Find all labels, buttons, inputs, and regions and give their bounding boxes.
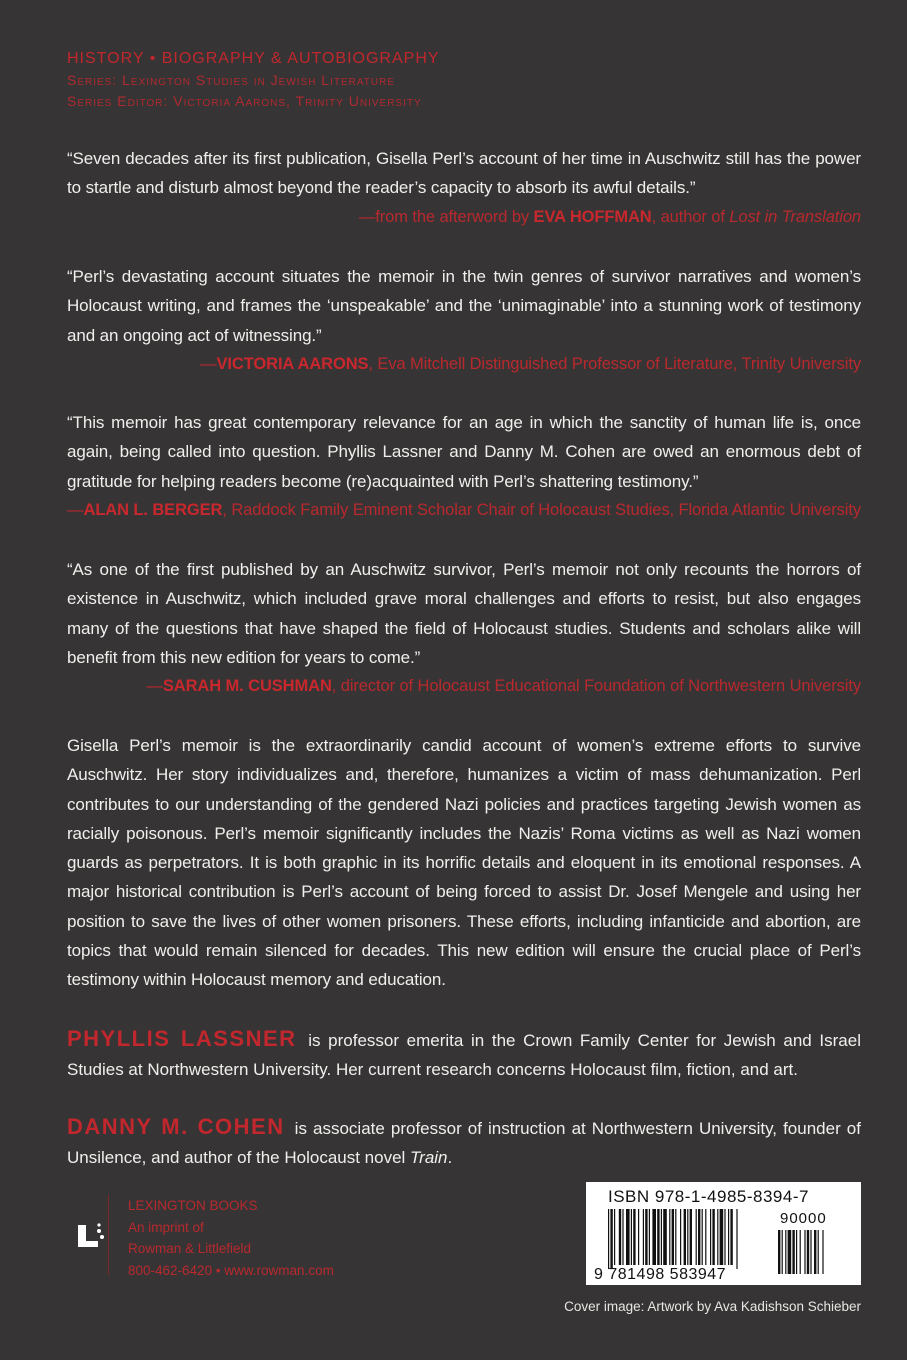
author-name: DANNY M. COHEN (67, 1114, 285, 1139)
isbn-barcode (586, 1182, 861, 1285)
barcode-bar (661, 1209, 662, 1265)
addon-bar (818, 1230, 819, 1274)
publisher-name: LEXINGTON BOOKS (128, 1198, 258, 1213)
publisher-block (78, 1195, 378, 1283)
barcode-bar (720, 1209, 724, 1265)
barcode-bar (736, 1209, 737, 1269)
blurb-author: SARAH M. CUSHMAN (162, 677, 332, 696)
ean-number: 9 781498 583947 (594, 1266, 727, 1283)
barcode-bar (702, 1209, 703, 1265)
blurb-attribution: —SARAH M. CUSHMAN, director of Holocaust Educational Foundation of Northwestern University (146, 677, 861, 696)
barcode-bar (645, 1209, 647, 1265)
blurb-attribution: —ALAN L. BERGER, Raddock Family Eminent Scholar Chair of Holocaust Studies, Florida Atlantic University (67, 500, 861, 519)
blurb-aarons (67, 262, 861, 379)
addon-bar (804, 1230, 805, 1274)
barcode-bar (622, 1209, 623, 1265)
addon-bar (810, 1230, 811, 1274)
book-title: Lost in Translation (729, 207, 861, 226)
publisher-imprint: An imprint of (128, 1219, 204, 1235)
barcode-bar (690, 1209, 692, 1265)
addon-bar (792, 1230, 794, 1274)
publisher-logo-icon (78, 1195, 109, 1275)
barcode-bar (649, 1209, 650, 1265)
addon-bar (822, 1230, 823, 1274)
barcode-bar (638, 1209, 639, 1265)
addon-bar (785, 1230, 786, 1274)
blurb-text: “Seven decades after its first publication, Gisella Perl’s account of her time in Auschwitz still has the power to startle and disturb almost beyond the reader’s capacity to absorb its awful details.” (67, 149, 861, 198)
bio-lassner (67, 1024, 861, 1085)
barcode-bar (614, 1209, 615, 1265)
addon-bar (800, 1230, 801, 1274)
barcode-bar (675, 1209, 676, 1265)
addon-bar (778, 1230, 780, 1274)
author-name: PHYLLIS LASSNER (67, 1026, 297, 1051)
blurb-author: ALAN L. BERGER (83, 500, 223, 519)
barcode-bar (608, 1209, 609, 1269)
series-label: Series: Lexington Studies in Jewish Literature (67, 72, 396, 88)
barcode-bar (643, 1209, 644, 1265)
blurb-text: “Perl’s devastating account situates the memoir in the twin genres of survivor narratives and women’s Holocaust writing, and frames the ‘unspeakable’ and the ‘unimaginable’ into a stunning work of testimony and an ongoing act of witnessing.” (67, 267, 861, 345)
barcode-bar (687, 1209, 688, 1265)
bio-text: is professor emerita in the Crown Family Center for Jewish and Israel Studies at Northwestern University. Her current research concerns Holocaust film, fiction, and art. (67, 1031, 861, 1080)
barcode-bar (698, 1209, 700, 1265)
addon-bar (807, 1230, 809, 1274)
blurb-hoffman (67, 144, 861, 232)
barcode-bar (652, 1209, 656, 1265)
barcode-bar (705, 1209, 706, 1265)
blurb-attribution: —from the afterword by EVA HOFFMAN, author of Lost in Translation (358, 207, 861, 226)
barcode-bar (626, 1209, 630, 1265)
blurb-author: VICTORIA AARONS (216, 354, 369, 373)
series-header (67, 48, 567, 112)
barcode-bar (724, 1209, 725, 1265)
series-editor-label: Series Editor: Victoria Aarons, Trinity University (67, 93, 422, 109)
barcode-bar (610, 1209, 612, 1269)
price-code: 90000 (780, 1210, 827, 1227)
barcode-bar (633, 1209, 635, 1265)
addon-bar (796, 1230, 797, 1274)
barcode-bar (672, 1209, 674, 1265)
novel-title: Train (410, 1148, 448, 1168)
blurb-text: “This memoir has great contemporary relevance for an age in which the sanctity of human life is, once again, being called into question. Phyllis Lassner and Danny M. Cohen are owed an enormous debt of gratitude for helping readers become (re)acquainted with Perl’s shattering testimony.” (67, 413, 861, 491)
barcode-bar (730, 1209, 732, 1265)
bio-text: is associate professor of instruction at Northwestern University, founder of Unsilence, and author of the Holocaust novel (67, 1119, 861, 1168)
barcode-bar (712, 1209, 714, 1265)
barcode-bar (657, 1209, 659, 1265)
isbn-number: ISBN 978-1-4985-8394-7 (608, 1187, 809, 1206)
barcode-bar (631, 1209, 632, 1265)
barcode-bar (669, 1209, 670, 1265)
blurb-text: “As one of the first published by an Auschwitz survivor, Perl’s memoir not only recounts the horrors of existence in Auschwitz, which included grave moral challenges and efforts to resist, but also engages many of the questions that have shaped the field of Holocaust studies. Students and scholars alike will benefit from this new edition for years to come.” (67, 560, 861, 667)
publisher-contact: 800-462-6420 • www.rowman.com (128, 1262, 334, 1278)
addon-bar (788, 1230, 792, 1274)
barcode-bar (684, 1209, 686, 1265)
genre-label: HISTORY • BIOGRAPHY & AUTOBIOGRAPHY (67, 50, 440, 67)
blurb-cushman (67, 555, 861, 701)
barcode-bar (680, 1209, 681, 1265)
blurb-attribution: —VICTORIA AARONS, Eva Mitchell Distinguished Professor of Literature, Trinity University (200, 354, 861, 373)
addon-bar (814, 1230, 816, 1274)
book-description: Gisella Perl’s memoir is the extraordinarily candid account of women’s extreme efforts to survive Auschwitz. Her story individualizes and, therefore, humanizes a victim of mass dehumanization. Perl contributes to our understanding of the gendered Nazi policies and practices targeting Jewish women as racially poisonous. Perl’s memoir significantly includes the Nazis’ Roma victims as well as Nazi women guards as perpetrators. It is both graphic in its horrific details and eloquent in its emotional responses. A major historical contribution is Perl’s account of being forced to assist Dr. Josef Mengele and using her position to save the lives of other women prisoners. These efforts, including infanticide and abortion, are topics that would remain silenced for decades. This new edition will ensure the crucial place of Perl’s testimony within Holocaust memory and education. (67, 736, 861, 990)
cover-credit: Cover image: Artwork by Ava Kadishson Schieber (564, 1299, 861, 1314)
blurb-berger (67, 408, 861, 525)
barcode-bar (619, 1209, 621, 1265)
barcode-bar (710, 1209, 711, 1265)
bio-cohen: DANNY M. COHEN is associate professor of instruction at Northwestern University, founder of Unsilence, and author of the Holocaust novel Train. (67, 1114, 861, 1168)
blurb-author: EVA HOFFMAN (533, 207, 652, 226)
barcode-bar (717, 1209, 718, 1265)
addon-bar (782, 1230, 783, 1274)
barcode-bar (728, 1209, 729, 1265)
barcode-bar (663, 1209, 667, 1265)
barcode-bar (696, 1209, 697, 1265)
publisher-parent: Rowman & Littlefield (128, 1241, 252, 1256)
